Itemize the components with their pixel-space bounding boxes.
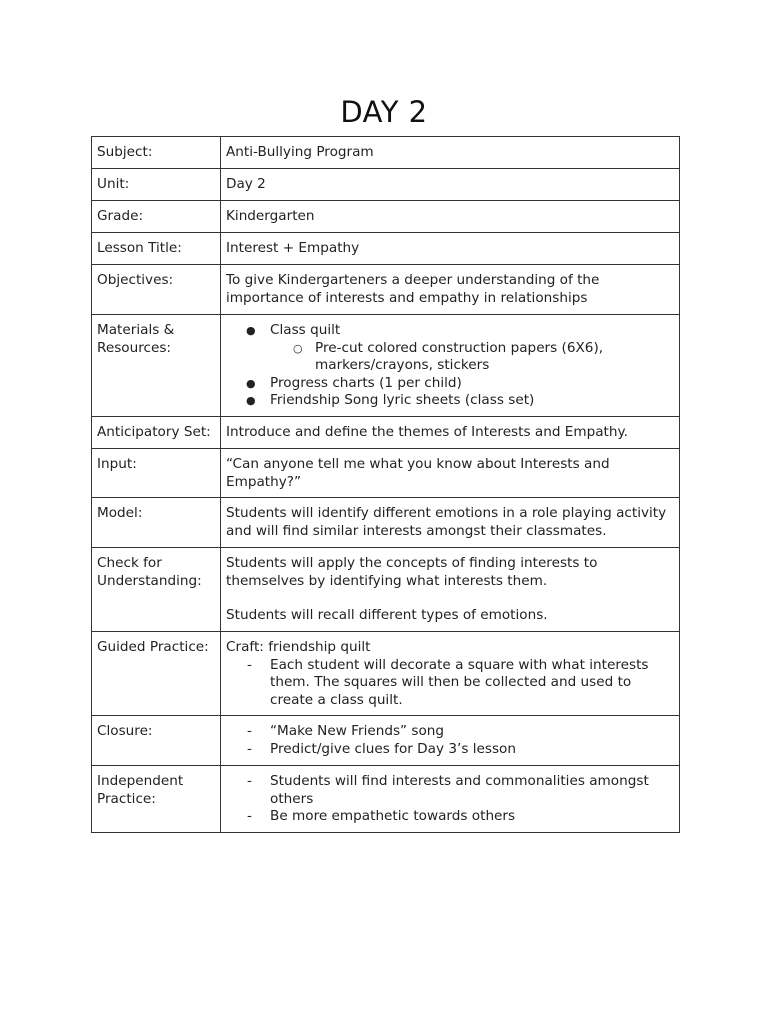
row-label: Objectives: (92, 265, 221, 315)
list-item: - Each student will decorate a square with what interests them. The squares will then be collected and used to create a class quilt. (270, 657, 674, 710)
row-label: Grade: (92, 201, 221, 233)
independent-practice-list (226, 773, 674, 826)
materials-sublist (270, 340, 674, 375)
row-label: Lesson Title: (92, 233, 221, 265)
table-row-anticipatory-set (92, 417, 680, 449)
row-value: Introduce and define the themes of Interests and Empathy. (221, 417, 680, 449)
row-label: Subject: (92, 137, 221, 169)
guided-practice-intro: Craft: friendship quilt (226, 639, 371, 655)
row-value (221, 632, 680, 716)
table-row-grade (92, 201, 680, 233)
closure-list (226, 723, 674, 758)
paragraph: Students will apply the concepts of finding interests to themselves by identifying what interests them. (226, 555, 598, 589)
list-item: - Predict/give clues for Day 3’s lesson (270, 741, 674, 759)
table-row-subject (92, 137, 680, 169)
row-label: Model: (92, 498, 221, 548)
list-item (270, 322, 674, 375)
table-row-closure (92, 716, 680, 766)
row-label: Independent Practice: (92, 766, 221, 833)
list-item: ○ Pre-cut colored construction papers (6X6), markers/crayons, stickers (315, 340, 674, 375)
row-value: Kindergarten (221, 201, 680, 233)
row-label: Materials & Resources: (92, 315, 221, 417)
list-item: - Students will find interests and commonalities amongst others (270, 773, 674, 808)
table-row-input (92, 449, 680, 498)
row-label: Guided Practice: (92, 632, 221, 716)
guided-practice-list (226, 657, 674, 710)
row-label: Closure: (92, 716, 221, 766)
list-item: ● Friendship Song lyric sheets (class set) (270, 392, 674, 410)
list-item: - “Make New Friends” song (270, 723, 674, 741)
lesson-plan-table (91, 136, 680, 833)
materials-list (226, 322, 674, 410)
paragraph: Students will recall different types of emotions. (226, 607, 548, 623)
table-row-independent-practice (92, 766, 680, 833)
table-row-check-for-understanding (92, 548, 680, 632)
row-value: “Can anyone tell me what you know about Interests and Empathy?” (221, 449, 680, 498)
row-value (221, 766, 680, 833)
row-label: Input: (92, 449, 221, 498)
row-value (221, 716, 680, 766)
row-value: Interest + Empathy (221, 233, 680, 265)
table-row-objectives (92, 265, 680, 315)
row-value (221, 548, 680, 632)
table-row-materials (92, 315, 680, 417)
table-row-unit (92, 169, 680, 201)
list-item: - Be more empathetic towards others (270, 808, 674, 826)
table-row-lesson-title (92, 233, 680, 265)
row-label: Check for Understanding: (92, 548, 221, 632)
row-value: Students will identify different emotions in a role playing activity and will find similar interests amongst their classmates. (221, 498, 680, 548)
row-label: Unit: (92, 169, 221, 201)
list-item-text: Class quilt (270, 322, 341, 338)
table-row-guided-practice (92, 632, 680, 716)
row-value: To give Kindergarteners a deeper understanding of the importance of interests and empathy in relationships (221, 265, 680, 315)
row-value: Anti-Bullying Program (221, 137, 680, 169)
row-value: Day 2 (221, 169, 680, 201)
list-item: ● Progress charts (1 per child) (270, 375, 674, 393)
page-title: DAY 2 (340, 95, 428, 129)
row-value (221, 315, 680, 417)
table-row-model (92, 498, 680, 548)
row-label: Anticipatory Set: (92, 417, 221, 449)
